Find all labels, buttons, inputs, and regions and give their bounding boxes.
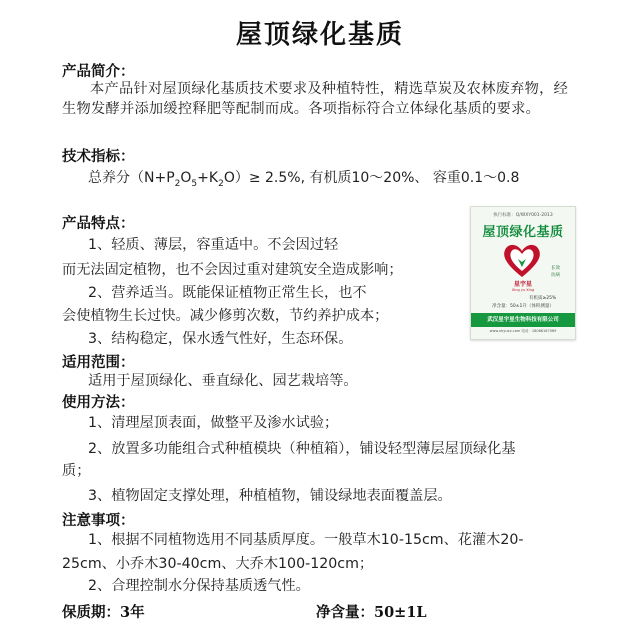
feature-line-3: 2、营养适当。既能保证植物正常生长，也不 <box>88 285 367 301</box>
shelf-life: 保质期：3年 <box>62 604 145 621</box>
scope-text: 适用于屋顶绿化、垂直绿化、园艺栽培等。 <box>88 373 358 389</box>
tech-k-sub: 2 <box>218 178 224 189</box>
page-title: 屋顶绿化基质 <box>235 20 404 50</box>
bag-company-band <box>471 313 575 327</box>
tech-o: O <box>180 170 192 186</box>
tech-spec-line <box>88 167 519 189</box>
usage-heading: 使用方法： <box>62 394 135 411</box>
bag-brand-name: 星宇星 <box>513 281 532 288</box>
intro-text: 本产品针对屋顶绿化基质技术要求及种植特性，精选草炭及农林废弃物，经生物发酵并添加缓控释肥等配制而成。各项指标符合立体绿化基质的要求。 <box>62 81 569 117</box>
bag-side-1: 长效 <box>551 266 560 271</box>
usage-line-3: 质； <box>62 463 91 479</box>
bag-net: 净含量：50±1升（体积测量） <box>492 304 554 309</box>
bag-standard: 执行标准：Q/WXY001-2013 <box>493 213 553 218</box>
tech-o-sub: 5 <box>191 178 198 189</box>
scope-heading: 适用范围： <box>62 354 135 371</box>
tech-prefix: 总养分（N+P <box>88 170 175 186</box>
bag-company: 武汉星宇星生物科技有限公司 <box>487 317 559 323</box>
features-heading: 产品特点： <box>62 215 135 232</box>
bag-side-text <box>551 265 571 279</box>
tech-heading: 技术指标： <box>62 148 135 165</box>
notes-line-3: 2、合理控制水分保持基质透气性。 <box>88 578 310 594</box>
feature-line-5: 3、结构稳定，保水透气性好，生态环保。 <box>88 331 353 347</box>
notes-heading: 注意事项： <box>62 512 135 529</box>
feature-line-1: 1、轻质、薄层，容重适中。不会因过轻 <box>88 237 339 253</box>
bag-side-2: 抗病 <box>551 273 560 278</box>
bag-brand-pinyin: Xing yu Xing <box>511 288 535 292</box>
product-bag-image <box>470 206 576 340</box>
feature-line-2: 而无法固定植物，也不会因过重对建筑安全造成影响； <box>62 262 403 278</box>
intro-heading: 产品简介： <box>62 63 135 80</box>
usage-line-1: 1、清理屋顶表面，做整平及渗水试验； <box>88 415 339 431</box>
bag-organic: 有机质≥25% <box>529 296 557 301</box>
bag-title: 屋顶绿化基质 <box>482 225 564 240</box>
notes-line-2: 25cm、小乔木30-40cm、大乔木100-120cm； <box>62 556 374 572</box>
tech-suffix: O）≥ 2.5%, 有机质10～20%、 容重0.1～0.8 <box>223 170 520 186</box>
tech-plus-k: +K <box>197 170 219 186</box>
usage-line-2: 2、放置多功能组合式种植模块（种植箱），铺设轻型薄层屋顶绿化基 <box>88 441 516 457</box>
heart-logo-icon <box>501 241 543 279</box>
bag-contact: www.xhyuxx.com 电话：18086187069 <box>489 329 557 333</box>
usage-line-4: 3、植物固定支撑处理，种植植物，铺设绿地表面覆盖层。 <box>88 488 452 504</box>
notes-line-1: 1、根据不同植物选用不同基质厚度。一般草木10-15cm、花灌木20- <box>88 532 524 548</box>
feature-line-4: 会使植物生长过快。减少修剪次数，节约养护成本； <box>62 308 389 324</box>
bag-brand <box>493 279 553 292</box>
tech-p-sub: 2 <box>174 178 181 189</box>
net-content: 净含量：50±1L <box>316 604 427 621</box>
